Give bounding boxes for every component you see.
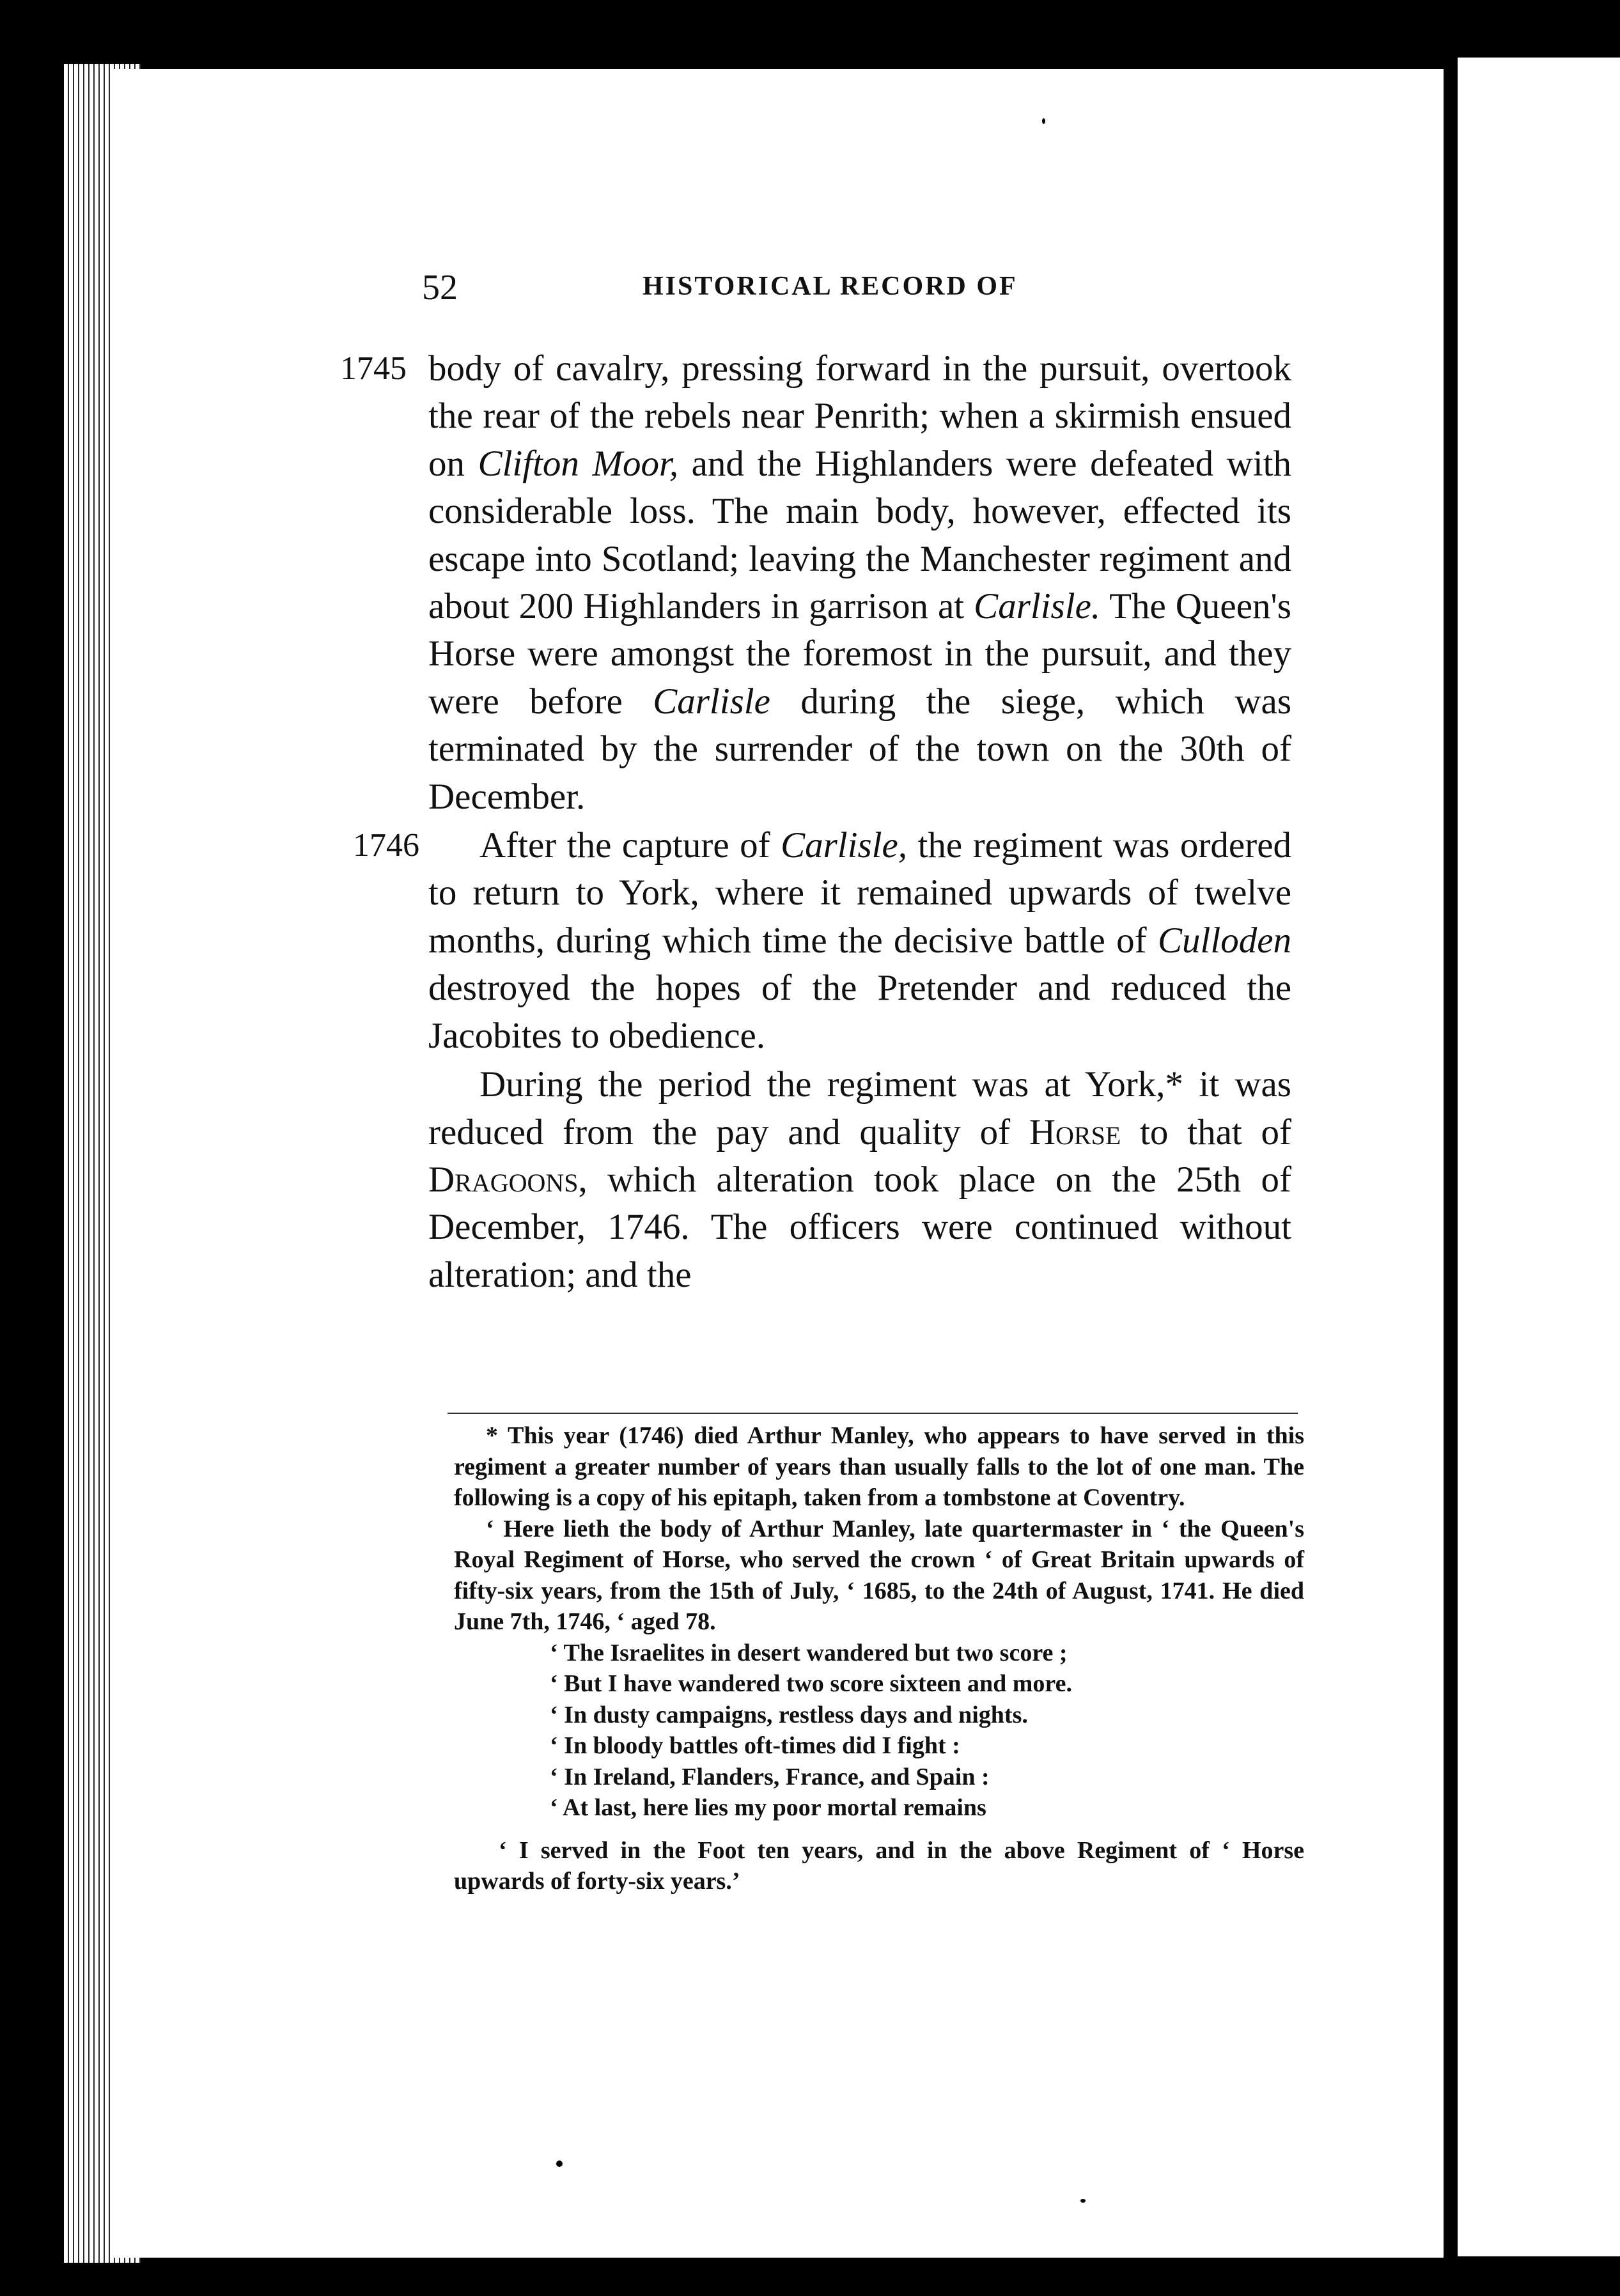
page-header — [422, 267, 1317, 312]
place-clifton-moor: Clifton Moor, — [478, 443, 679, 484]
epitaph-verse — [454, 1638, 1304, 1824]
para3-text-3: , which alteration took place on the 25th of December, 1746. The officers were continued without alteration; and the — [428, 1159, 1291, 1295]
verse-line: ‘ The Israelites in desert wandered but two score ; — [550, 1639, 1068, 1666]
footnote-divider — [448, 1413, 1298, 1414]
para1-text-1: body of cavalry, pressing forward in the pursuit, overtook the rear of the rebels near Penrith; when a skirmish ensued on — [428, 348, 1291, 484]
footnote-closing: ‘ I served in the Foot ten years, and in the above Regiment of ‘ Horse upwards of forty-six years.’ — [454, 1836, 1304, 1895]
scan-speck — [1080, 2199, 1086, 2203]
footnote-epitaph: ‘ Here lieth the body of Arthur Manley, late quartermaster in ‘ the Queen's Royal Regiment of Horse, who served the crown ‘ of Great Britain upwards of fifty-six years, from the 15th of July, ‘ 1685, to the 24th of August, 1741. He died June 7th, 1746, ‘ aged 78. — [454, 1515, 1304, 1635]
term-dragoons: Dragoons — [428, 1159, 579, 1200]
page-number: 52 — [422, 268, 458, 307]
paragraph-3 — [428, 1061, 1291, 1299]
footnote-intro: * This year (1746) died Arthur Manley, who appears to have served in this regiment a greater number of years than usually falls to the lot of one man. The following is a copy of his epitaph, taken from a tombstone at Coventry. — [454, 1422, 1304, 1511]
verse-line: ‘ In bloody battles oft-times did I fight : — [550, 1732, 960, 1759]
place-carlisle-1: Carlisle. — [974, 586, 1101, 627]
place-carlisle-3: Carlisle, — [781, 825, 908, 866]
verse-line: ‘ But I have wandered two score sixteen and more. — [550, 1670, 1072, 1697]
paragraph-1 — [340, 345, 1292, 821]
term-horse: Horse — [1029, 1112, 1121, 1152]
paragraph-2 — [353, 822, 1291, 1060]
verse-line: ‘ In Ireland, Flanders, France, and Spain : — [550, 1763, 990, 1790]
running-head: HISTORICAL RECORD OF — [643, 272, 1018, 301]
scan-speck — [556, 2160, 563, 2167]
margin-year-1745: 1745 — [340, 350, 407, 387]
verse-line: ‘ In dusty campaigns, restless days and nights. — [550, 1701, 1028, 1728]
para1-text-4: during the siege, which was terminated by the surrender of the town on the 30th of December. — [428, 681, 1292, 817]
footnote — [454, 1420, 1304, 1897]
place-culloden: Culloden — [1158, 920, 1291, 961]
main-text — [340, 345, 1292, 1299]
facing-page-edge — [1458, 58, 1620, 2256]
verse-line: ‘ At last, here lies my poor mortal remains — [550, 1794, 986, 1821]
para1-text-2: and the Highlanders were defeated with considerable loss. The main body, however, effected its escape into Scotland; leaving the Manchester regiment and about 200 Highlanders in garrison at — [428, 443, 1291, 627]
place-carlisle-2: Carlisle — [653, 681, 770, 722]
para3-text-2: to that of — [1121, 1112, 1291, 1152]
para3-text-1: During the period the regiment was at York,* it was reduced from the pay and quality of — [428, 1064, 1291, 1152]
para1-text-3: The Queen's Horse were amongst the foremost in the pursuit, and they were before — [428, 586, 1291, 722]
scan-speck — [1042, 118, 1045, 124]
para2-text-2: the regiment was ordered to return to York, where it remained upwards of twelve months, during which time the decisive battle of — [428, 825, 1291, 961]
margin-year-1746: 1746 — [353, 827, 419, 864]
para2-text-1: After the capture of — [479, 825, 781, 866]
para2-text-3: destroyed the hopes of the Pretender and reduced the Jacobites to obedience. — [428, 968, 1291, 1056]
